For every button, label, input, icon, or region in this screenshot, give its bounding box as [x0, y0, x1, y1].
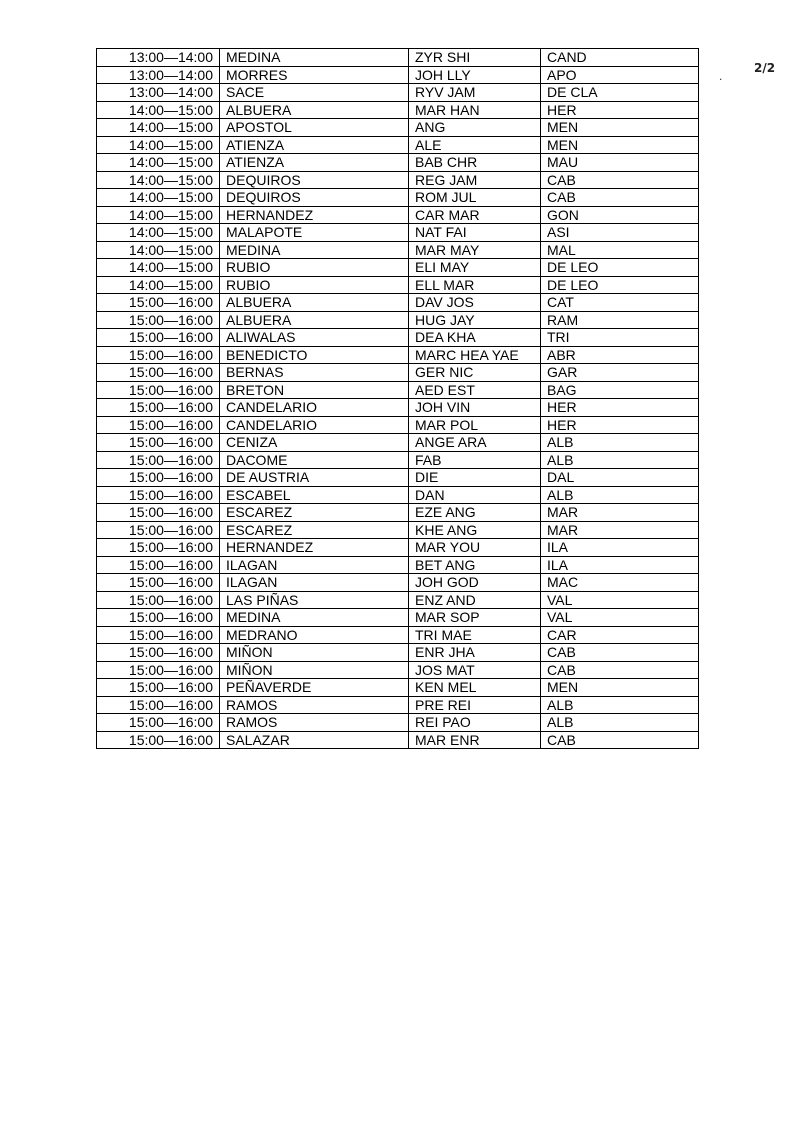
surname-cell: DACOME — [220, 451, 409, 469]
given-name-cell: MAR HAN — [409, 101, 541, 119]
table-row — [97, 626, 699, 644]
code-cell: CAT — [541, 294, 699, 312]
code-cell: MAL — [541, 241, 699, 259]
given-name-cell: NAT FAI — [409, 224, 541, 242]
table-row — [97, 451, 699, 469]
surname-cell: ATIENZA — [220, 154, 409, 172]
code-cell: HER — [541, 399, 699, 417]
time-slot-cell: 15:00—16:00 — [97, 486, 220, 504]
surname-cell: ALBUERA — [220, 294, 409, 312]
surname-cell: RAMOS — [220, 714, 409, 732]
code-cell: HER — [541, 101, 699, 119]
surname-cell: RUBIO — [220, 276, 409, 294]
time-slot-cell: 14:00—15:00 — [97, 136, 220, 154]
given-name-cell: MAR SOP — [409, 609, 541, 627]
given-name-cell: MAR POL — [409, 416, 541, 434]
given-name-cell: FAB — [409, 451, 541, 469]
time-slot-cell: 15:00—16:00 — [97, 574, 220, 592]
code-cell: BAG — [541, 381, 699, 399]
table-row — [97, 171, 699, 189]
given-name-cell: ALE — [409, 136, 541, 154]
surname-cell: ALIWALAS — [220, 329, 409, 347]
given-name-cell: MAR ENR — [409, 731, 541, 749]
time-slot-cell: 14:00—15:00 — [97, 101, 220, 119]
time-slot-cell: 14:00—15:00 — [97, 119, 220, 137]
time-slot-cell: 15:00—16:00 — [97, 731, 220, 749]
time-slot-cell: 15:00—16:00 — [97, 714, 220, 732]
table-row — [97, 136, 699, 154]
table-row — [97, 486, 699, 504]
code-cell: ALB — [541, 451, 699, 469]
given-name-cell: MAR MAY — [409, 241, 541, 259]
code-cell: VAL — [541, 609, 699, 627]
table-row — [97, 574, 699, 592]
surname-cell: DEQUIROS — [220, 171, 409, 189]
code-cell: ALB — [541, 486, 699, 504]
table-row — [97, 259, 699, 277]
surname-cell: MIÑON — [220, 644, 409, 662]
time-slot-cell: 15:00—16:00 — [97, 626, 220, 644]
code-cell: DE LEO — [541, 276, 699, 294]
table-row — [97, 434, 699, 452]
surname-cell: HERNANDEZ — [220, 539, 409, 557]
code-cell: CAB — [541, 189, 699, 207]
table-row — [97, 154, 699, 172]
code-cell: ALB — [541, 696, 699, 714]
time-slot-cell: 14:00—15:00 — [97, 171, 220, 189]
time-slot-cell: 14:00—15:00 — [97, 276, 220, 294]
code-cell: TRI — [541, 329, 699, 347]
page-number: 2/2 — [754, 61, 776, 75]
table-row — [97, 241, 699, 259]
given-name-cell: ANG — [409, 119, 541, 137]
given-name-cell: ANGE ARA — [409, 434, 541, 452]
table-row — [97, 364, 699, 382]
time-slot-cell: 15:00—16:00 — [97, 346, 220, 364]
code-cell: ABR — [541, 346, 699, 364]
code-cell: ILA — [541, 539, 699, 557]
time-slot-cell: 15:00—16:00 — [97, 311, 220, 329]
table-row — [97, 311, 699, 329]
table-row — [97, 416, 699, 434]
surname-cell: RUBIO — [220, 259, 409, 277]
surname-cell: ESCAREZ — [220, 521, 409, 539]
time-slot-cell: 14:00—15:00 — [97, 241, 220, 259]
time-slot-cell: 14:00—15:00 — [97, 206, 220, 224]
time-slot-cell: 13:00—14:00 — [97, 49, 220, 67]
time-slot-cell: 15:00—16:00 — [97, 644, 220, 662]
table-row — [97, 276, 699, 294]
surname-cell: DEQUIROS — [220, 189, 409, 207]
given-name-cell: HUG JAY — [409, 311, 541, 329]
surname-cell: MIÑON — [220, 661, 409, 679]
surname-cell: ESCABEL — [220, 486, 409, 504]
given-name-cell: PRE REI — [409, 696, 541, 714]
table-row — [97, 504, 699, 522]
time-slot-cell: 15:00—16:00 — [97, 294, 220, 312]
given-name-cell: JOH VIN — [409, 399, 541, 417]
table-row — [97, 556, 699, 574]
table-row — [97, 119, 699, 137]
time-slot-cell: 15:00—16:00 — [97, 399, 220, 417]
surname-cell: RAMOS — [220, 696, 409, 714]
code-cell: MEN — [541, 679, 699, 697]
time-slot-cell: 15:00—16:00 — [97, 504, 220, 522]
code-cell: CAND — [541, 49, 699, 67]
table-row — [97, 381, 699, 399]
code-cell: DE LEO — [541, 259, 699, 277]
stray-mark: . — [719, 69, 723, 83]
table-row — [97, 329, 699, 347]
table-row — [97, 49, 699, 67]
table-row — [97, 84, 699, 102]
given-name-cell: BET ANG — [409, 556, 541, 574]
time-slot-cell: 15:00—16:00 — [97, 451, 220, 469]
surname-cell: MEDRANO — [220, 626, 409, 644]
time-slot-cell: 15:00—16:00 — [97, 521, 220, 539]
code-cell: CAB — [541, 661, 699, 679]
table-row — [97, 609, 699, 627]
surname-cell: DE AUSTRIA — [220, 469, 409, 487]
given-name-cell: BAB CHR — [409, 154, 541, 172]
table-row — [97, 591, 699, 609]
table-row — [97, 101, 699, 119]
code-cell: RAM — [541, 311, 699, 329]
given-name-cell: MAR YOU — [409, 539, 541, 557]
surname-cell: ESCAREZ — [220, 504, 409, 522]
given-name-cell: ENZ AND — [409, 591, 541, 609]
code-cell: GAR — [541, 364, 699, 382]
code-cell: CAB — [541, 731, 699, 749]
given-name-cell: DIE — [409, 469, 541, 487]
table-row — [97, 66, 699, 84]
code-cell: ALB — [541, 434, 699, 452]
code-cell: ILA — [541, 556, 699, 574]
table-row — [97, 206, 699, 224]
time-slot-cell: 13:00—14:00 — [97, 84, 220, 102]
time-slot-cell: 15:00—16:00 — [97, 381, 220, 399]
table-row — [97, 539, 699, 557]
given-name-cell: TRI MAE — [409, 626, 541, 644]
table-row — [97, 661, 699, 679]
table-row — [97, 399, 699, 417]
surname-cell: MORRES — [220, 66, 409, 84]
surname-cell: CANDELARIO — [220, 416, 409, 434]
given-name-cell: JOH GOD — [409, 574, 541, 592]
given-name-cell: DAV JOS — [409, 294, 541, 312]
surname-cell: MEDINA — [220, 49, 409, 67]
schedule-table-body — [97, 49, 699, 749]
time-slot-cell: 15:00—16:00 — [97, 539, 220, 557]
given-name-cell: GER NIC — [409, 364, 541, 382]
given-name-cell: KHE ANG — [409, 521, 541, 539]
given-name-cell: CAR MAR — [409, 206, 541, 224]
code-cell: ASI — [541, 224, 699, 242]
code-cell: MAR — [541, 504, 699, 522]
given-name-cell: KEN MEL — [409, 679, 541, 697]
given-name-cell: JOH LLY — [409, 66, 541, 84]
time-slot-cell: 15:00—16:00 — [97, 469, 220, 487]
table-row — [97, 731, 699, 749]
given-name-cell: ELI MAY — [409, 259, 541, 277]
surname-cell: MEDINA — [220, 241, 409, 259]
given-name-cell: ENR JHA — [409, 644, 541, 662]
time-slot-cell: 15:00—16:00 — [97, 434, 220, 452]
surname-cell: MALAPOTE — [220, 224, 409, 242]
surname-cell: ALBUERA — [220, 311, 409, 329]
time-slot-cell: 13:00—14:00 — [97, 66, 220, 84]
given-name-cell: DEA KHA — [409, 329, 541, 347]
surname-cell: BENEDICTO — [220, 346, 409, 364]
surname-cell: ALBUERA — [220, 101, 409, 119]
time-slot-cell: 15:00—16:00 — [97, 364, 220, 382]
time-slot-cell: 15:00—16:00 — [97, 591, 220, 609]
time-slot-cell: 15:00—16:00 — [97, 609, 220, 627]
surname-cell: PEÑAVERDE — [220, 679, 409, 697]
surname-cell: HERNANDEZ — [220, 206, 409, 224]
surname-cell: APOSTOL — [220, 119, 409, 137]
given-name-cell: ELL MAR — [409, 276, 541, 294]
given-name-cell: AED EST — [409, 381, 541, 399]
surname-cell: ATIENZA — [220, 136, 409, 154]
surname-cell: ILAGAN — [220, 574, 409, 592]
code-cell: MEN — [541, 136, 699, 154]
code-cell: MAC — [541, 574, 699, 592]
surname-cell: MEDINA — [220, 609, 409, 627]
time-slot-cell: 15:00—16:00 — [97, 556, 220, 574]
given-name-cell: JOS MAT — [409, 661, 541, 679]
given-name-cell: REG JAM — [409, 171, 541, 189]
table-row — [97, 696, 699, 714]
given-name-cell: REI PAO — [409, 714, 541, 732]
code-cell: GON — [541, 206, 699, 224]
given-name-cell: EZE ANG — [409, 504, 541, 522]
table-row — [97, 294, 699, 312]
schedule-table — [96, 48, 699, 749]
surname-cell: BERNAS — [220, 364, 409, 382]
code-cell: MAU — [541, 154, 699, 172]
table-row — [97, 644, 699, 662]
given-name-cell: RYV JAM — [409, 84, 541, 102]
time-slot-cell: 15:00—16:00 — [97, 329, 220, 347]
code-cell: DAL — [541, 469, 699, 487]
table-row — [97, 224, 699, 242]
surname-cell: CANDELARIO — [220, 399, 409, 417]
given-name-cell: ROM JUL — [409, 189, 541, 207]
table-row — [97, 679, 699, 697]
surname-cell: LAS PIÑAS — [220, 591, 409, 609]
code-cell: APO — [541, 66, 699, 84]
code-cell: DE CLA — [541, 84, 699, 102]
code-cell: HER — [541, 416, 699, 434]
code-cell: ALB — [541, 714, 699, 732]
time-slot-cell: 14:00—15:00 — [97, 259, 220, 277]
surname-cell: SACE — [220, 84, 409, 102]
code-cell: VAL — [541, 591, 699, 609]
code-cell: MAR — [541, 521, 699, 539]
time-slot-cell: 14:00—15:00 — [97, 154, 220, 172]
time-slot-cell: 15:00—16:00 — [97, 416, 220, 434]
surname-cell: ILAGAN — [220, 556, 409, 574]
given-name-cell: DAN — [409, 486, 541, 504]
time-slot-cell: 14:00—15:00 — [97, 224, 220, 242]
given-name-cell: ZYR SHI — [409, 49, 541, 67]
time-slot-cell: 15:00—16:00 — [97, 661, 220, 679]
time-slot-cell: 15:00—16:00 — [97, 679, 220, 697]
surname-cell: CENIZA — [220, 434, 409, 452]
table-row — [97, 469, 699, 487]
surname-cell: SALAZAR — [220, 731, 409, 749]
time-slot-cell: 14:00—15:00 — [97, 189, 220, 207]
code-cell: MEN — [541, 119, 699, 137]
time-slot-cell: 15:00—16:00 — [97, 696, 220, 714]
table-row — [97, 521, 699, 539]
given-name-cell: MARC HEA YAE — [409, 346, 541, 364]
table-row — [97, 714, 699, 732]
code-cell: CAB — [541, 171, 699, 189]
table-row — [97, 189, 699, 207]
surname-cell: BRETON — [220, 381, 409, 399]
code-cell: CAR — [541, 626, 699, 644]
table-row — [97, 346, 699, 364]
code-cell: CAB — [541, 644, 699, 662]
